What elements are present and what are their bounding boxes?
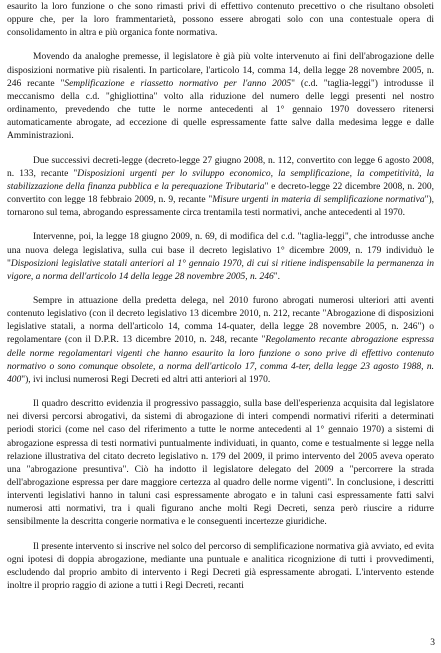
text-span: Movendo da analoghe premesse, il legislatore è già più volte intervenuto ai fini dell'abrogazione delle disposizioni normative più risalenti. In particolare, l'articolo 14, comma 14, della legge 28 novembre 2005, n. 246 recante " — [7, 52, 434, 89]
paragraph — [7, 1, 434, 40]
text-span: "), tornarono sul tema, abrogando espressamente circa trentamila testi normativi, anche antecedenti al 1970. — [7, 195, 434, 219]
text-span: " (c.d. "taglia-leggi") introdusse il meccanismo della c.d. "ghigliottina" volto alla riduzione del numero delle leggi presenti nel nostro ordinamento, prevedendo che tutte le norme antecedenti al 1° gennaio 1970 dovessero ritenersi automaticamente abrogate, ad eccezione di quelle espressamente fatte salve dalla medesima legge e dalle Amministrazioni. — [7, 78, 434, 142]
text-span: Il presente intervento si inscrive nel solco del percorso di semplificazione normativa già avviato, ed evita ogni ipotesi di doppia abrogazione, mediante una puntuale e analitica ricognizione di tutti i provvedimenti, escludendo dal proprio ambito di intervento i Regi Decreti già espressamente abrogati. L'intervento estende inoltre il proprio raggio di azione a tutti i Regi Decreti, recanti — [7, 541, 434, 592]
text-span: Sempre in attuazione della predetta delega, nel 2010 furono abrogati numerosi ulteriori atti aventi contenuto legislativo (con il decreto legislativo 13 dicembre 2010, n. 212, recante "Abrogazione di disposizioni legislative statali, a norma dell'articolo 14, comma 14-quater, della legge 28 novembre 2005, n. 246") o regolamentare (con il D.P.R. 13 dicembre 2010, n. 248, recante " — [7, 295, 434, 346]
text-span: esaurito la loro funzione o che sono rimasti privi di effettivo contenuto precettivo o che risultano obsoleti oppure che, per la loro frammentarietà, possono essere abrogati solo con una contestuale opera di consolidamento in altra e più organica fonte normativa. — [7, 2, 434, 39]
text-span: " e decreto-legge 22 dicembre 2008, n. 200, convertito con legge 18 febbraio 2009, n. 9, recante " — [7, 181, 434, 206]
page-number: 3 — [430, 638, 435, 648]
text-span: ". — [273, 271, 281, 282]
document-body — [7, 1, 434, 593]
text-span: "), ivi inclusi numerosi Regi Decreti ed altri atti anteriori al 1970. — [21, 374, 271, 385]
italic-text: Semplificazione e riassetto normativo per l'anno 2005 — [64, 78, 292, 89]
text-span: Il quadro descritto evidenzia il progressivo passaggio, sulla base dell'esperienza acquisita dal legislatore nei diversi percorsi abrogativi, da sistemi di abrogazione di interi compendi normativi riferiti a determinati periodi storici (come nel caso del riferimento a tutte le norme antecedenti al 1° gennaio 1970) a sistemi di abrogazione espressa di testi normativi puntualmente individuati, in quanto, come e testualmente si legge nella relazione illustrativa del citato decreto legislativo n. 179 del 2009, il primo intervento del 2005 aveva operato una "abrogazione presuntiva". Ciò ha indotto il legislatore delegato del 2009 a "percorrere la strada dell'abrogazione espressa per dare maggiore certezza al quadro delle norme vigenti". In conclusione, i descritti interventi legislativi hanno in taluni casi espressamente abrogato e in taluni casi espressamente fatti salvi numerosi atti normativi, tra i quali figurano anche molti Regi Decreti, senza però riuscire a ridurre sensibilmente la descritta congerie normativa e le conseguenti incertezze giuridiche. — [7, 399, 434, 528]
paragraph — [7, 295, 434, 387]
italic-text: Regolamento recante abrogazione espressa delle norme regolamentari vigenti che hanno esaurito la loro funzione o sono prive di effettivo contenuto normativo o sono comunque obsolete, a norma dell'articolo 17, comma 4-ter, della legge 23 agosto 1988, n. 400 — [7, 335, 434, 385]
italic-text: Misure urgenti in materia di semplificazione normativa — [212, 195, 425, 206]
paragraph — [7, 398, 434, 530]
paragraph — [7, 231, 434, 284]
paragraph — [7, 541, 434, 594]
paragraph — [7, 51, 434, 143]
italic-text: Disposizioni legislative statali anteriori al 1° gennaio 1970, di cui si ritiene indispensabile la permanenza in vigore, a norma dell'articolo 14 della legge 28 novembre 2005, n. 246 — [7, 258, 434, 282]
paragraph — [7, 155, 434, 221]
italic-text: Disposizioni urgenti per lo sviluppo economico, la semplificazione, la competitività, la stabilizzazione della finanza pubblica e la perequazione Tributaria — [7, 168, 434, 192]
text-span: Intervenne, poi, la legge 18 giugno 2009, n. 69, di modifica del c.d. "taglia-leggi", che introdusse anche una nuova delega legislativa, sulla cui base il decreto legislativo 1° dicembre 2009, n. 179 individuò le " — [7, 232, 434, 269]
text-span: Due successivi decreti-legge (decreto-legge 27 giugno 2008, n. 112, convertito con legge 6 agosto 2008, n. 133, recante " — [7, 155, 434, 179]
